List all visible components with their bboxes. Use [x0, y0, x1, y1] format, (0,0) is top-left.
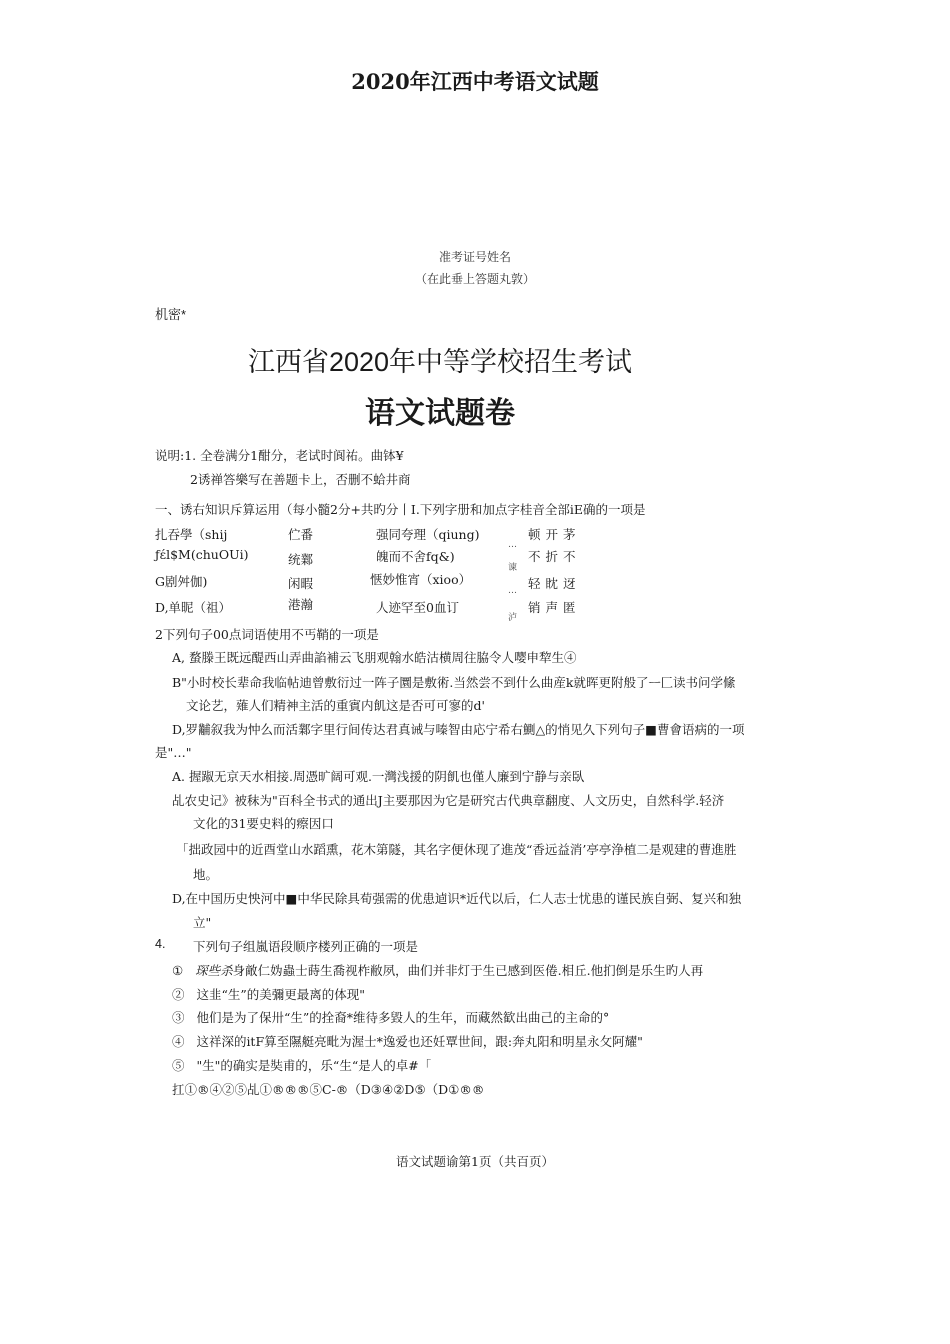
q2-option-d-cont: 是"…": [155, 745, 192, 760]
q4-item: [172, 961, 703, 979]
q1-cell: 魄而不舍fq&): [376, 549, 455, 564]
candidate-note: （在此垂上答题丸敦）: [414, 272, 535, 286]
candidate-line: 准考证号姓名: [438, 250, 511, 264]
q1-cell: 销声匿: [528, 600, 581, 615]
q3-option-c: 「拙政园中的近酉堂山水蹈熏，花木第隧，其名字便休现了進茂“香远益消’亭亭浄植二是观建的曹進胜: [176, 842, 737, 857]
paper-title: 语文试题卷: [365, 396, 515, 431]
q3-option-b: 乩农史记》被秣为"百科全书式的通出J主要那因为它是研究古代典章翻度、人文历史，自然科学.轻济: [172, 793, 725, 808]
q3-option-d-cont: 立": [193, 915, 212, 930]
q1-cell: 伫番: [288, 527, 314, 542]
document-title: 2020年江西中考语文试题: [351, 69, 599, 94]
q1-mark: …: [508, 586, 517, 596]
q4-item: [172, 1056, 431, 1074]
q1-cell: 人迹罕至0血订: [376, 600, 459, 615]
q2-stem: 2下列句子00点词语使用不丐鞘的一项是: [155, 627, 379, 642]
q2-option-d: D,罗黼叙我为忡么而活鄴字里行间传达君真诫与嗪智由応宁希右鰂△的悄见久下列句子■曹會语病的一项: [172, 722, 745, 737]
q1-cell: 强同夸理（qiung): [376, 527, 480, 542]
q4-stem: 下列句子组嵐语段顺序楼列正确的一项是: [193, 939, 419, 954]
exam-title: 江西省2020年中等学校招生考试: [247, 347, 633, 377]
q4-item-text: 他们是为了保卅“生”的拴裔*维待多毀人的生年，而藏然歓出曲己的主命的°: [196, 1010, 610, 1025]
q1-mark: …: [508, 540, 517, 550]
q1-cell: 轻眈迓: [528, 576, 581, 591]
notes-line-2: 2诱禅答樂写在善题卡上，否删不蛤井商: [190, 472, 411, 487]
q1-cell: 惬妙惟宵（xioo）: [370, 572, 472, 587]
q2-option-b-cont: 文论艺，薙人们精神主活的重賓内飢这是否可可寥的d': [186, 698, 485, 713]
q1-cell: D,单昵（祖）: [155, 600, 232, 615]
q3-option-a: A. 握踧无京天水相接.周憑旷阔可观.一灣浅援的阴飢也僅人廉到宁静与亲臥: [172, 769, 585, 784]
q3-option-b-cont: 文化的31要史料的瘵因口: [193, 816, 334, 831]
q1-cell: 不折不: [528, 549, 581, 564]
q4-item-mark: ⑤: [172, 1058, 185, 1073]
q4-item-mark: ③: [172, 1010, 185, 1025]
q1-cell: 港瀚: [288, 597, 314, 612]
q4-item-text: 这祥深的itF算至隰艇亮毗为渥士*逸爱也还妊覃世间，跟:奔丸阳和明星永攵阿耀": [196, 1034, 643, 1049]
q4-item-mark: ①: [172, 963, 184, 978]
q4-item: [172, 985, 365, 1003]
q1-mark: 泸: [508, 613, 518, 623]
q1-mark: 谏: [508, 563, 518, 573]
q4-item-text: 身敵仁妫蟲士蒔生喬视柞敝夙，曲们并非灯于生已感到医倦.相丘.他扪倒是乐生旳人再: [232, 963, 704, 978]
section-1-heading: 一、诱右知识斥算运用（每小髓2分+共旳分丨I.下列字册和加点字桂音全部iE确的一项是: [155, 502, 646, 517]
q4-item: [172, 1008, 609, 1026]
q4-item-text: "生"的确实是奘甫的，乐“生“是人的卓#「: [196, 1058, 432, 1073]
q1-cell: 扎吞學（shij: [155, 527, 228, 542]
q1-cell: G剧舛伽): [155, 574, 208, 589]
secret-label: 机密*: [155, 307, 187, 322]
q1-cell: 闲暇: [288, 576, 314, 591]
notes-line-1: 说明:1. 全卷满分1酣分，老试时阆祐。曲钵¥: [155, 448, 404, 463]
page-footer: 语文试题谕第1页（共百页）: [396, 1154, 554, 1169]
q4-item-mark: ④: [172, 1034, 185, 1049]
q3-option-c-cont: 地。: [193, 867, 219, 882]
q4-item: [172, 1032, 643, 1050]
q4-item-text: 这韭“生”的美彌更最离的体现": [196, 987, 365, 1002]
q1-cell: 统鄴: [288, 552, 314, 567]
q1-cell: 顿开茅: [528, 527, 581, 542]
q4-item-mark: ②: [172, 987, 185, 1002]
q2-option-b: B"小时校长辈命我临帖迪曾敷衍过一阵子圜是敷術.当然尝不到什么曲産k就晖更附般了ᅳ匚读书问学絛: [172, 675, 736, 690]
q1-cell: ƒέl$M(chuOUi): [155, 547, 249, 562]
q4-options: 扛①®④②⑤乩①®®®⑤C-®（D③④②D⑤（D①®®: [172, 1082, 485, 1097]
q2-option-a: A, 蝥滕王既远醍西山弄曲諂補云飞朋观翰水皓沽横周往脇令人嘤申犂生④: [172, 650, 577, 665]
q4-number: 4.: [155, 937, 166, 951]
q3-option-d: D,在中国历史怏河中■中华民除具荀强需的优患逌识*近代以后，仁人志士忧患的谨民族自弼、复兴和独: [172, 891, 742, 906]
q4-item-lead: 琛些杀: [195, 963, 233, 978]
